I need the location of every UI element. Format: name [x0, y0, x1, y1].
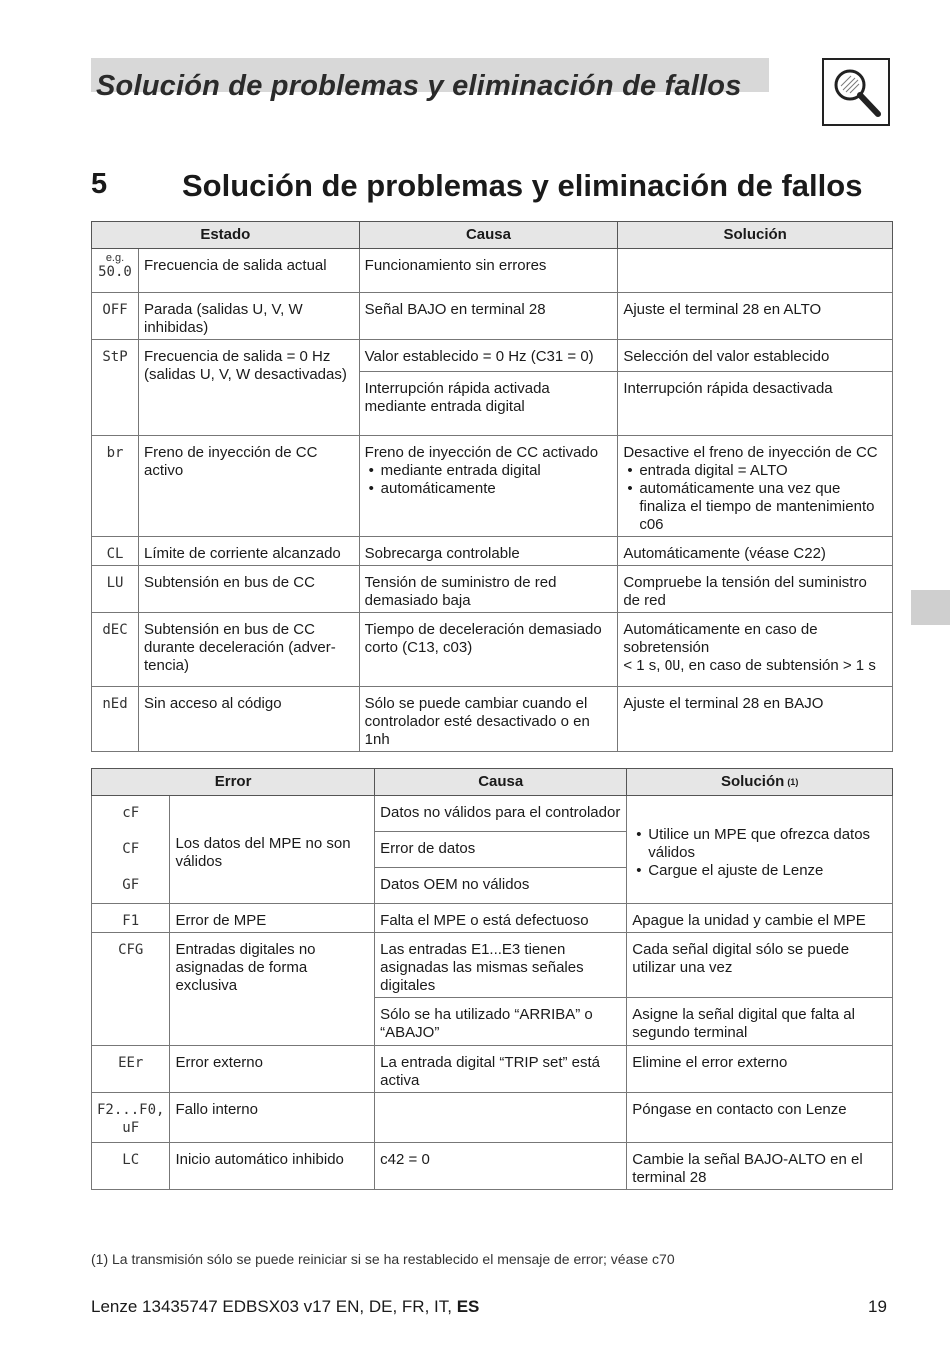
causa-cell	[359, 436, 618, 537]
causa-cell	[375, 1093, 627, 1143]
error-cell: Inicio automático inhibido	[170, 1143, 375, 1190]
solucion-cell: Compruebe la tensión del suministro de red	[618, 566, 893, 613]
solucion-cell: Cambie la señal BAJO-ALTO en el terminal 28	[627, 1143, 893, 1190]
display-code	[92, 249, 139, 293]
list-item: • automáticamente	[365, 480, 613, 498]
display-code: br	[92, 436, 139, 537]
table-row	[92, 1093, 893, 1143]
list-item: • entrada digital = ALTO	[623, 462, 887, 480]
footer-lang: ES	[456, 1297, 480, 1316]
solucion-cell: Asigne la señal digital que falta al segundo terminal	[627, 998, 893, 1046]
table-header-row	[92, 222, 893, 249]
table-row	[92, 1143, 893, 1190]
causa-cell: Valor establecido = 0 Hz (C31 = 0)	[359, 340, 618, 372]
display-code-text: 50.0	[98, 264, 132, 280]
solucion-text: , en caso de subtensión > 1 s	[680, 657, 876, 674]
display-code: cF	[92, 796, 170, 832]
solucion-list	[623, 462, 887, 534]
column-header-causa: Causa	[375, 769, 627, 796]
solucion-cell: Ajuste el terminal 28 en ALTO	[618, 293, 893, 340]
causa-cell: c42 = 0	[375, 1143, 627, 1190]
table-row	[92, 436, 893, 537]
causa-cell: Sobrecarga controlable	[359, 537, 618, 566]
list-item: • Utilice un MPE que ofrezca datos válidos	[632, 826, 887, 862]
display-code: F1	[92, 904, 170, 933]
display-code: LU	[92, 566, 139, 613]
solucion-cell: Elimine el error externo	[627, 1046, 893, 1093]
table-row	[92, 537, 893, 566]
solucion-line: Automáticamente en caso de sobretensión	[623, 621, 818, 656]
chapter-side-tab	[911, 590, 950, 625]
causa-cell: Sólo se ha utilizado “ARRIBA” o “ABAJO”	[375, 998, 627, 1046]
causa-list	[365, 462, 613, 498]
eg-label: e.g.	[105, 252, 125, 264]
table-row	[92, 566, 893, 613]
error-cell: Error externo	[170, 1046, 375, 1093]
list-item: • mediante entrada digital	[365, 462, 613, 480]
causa-cell: Tensión de suministro de red demasiado baja	[359, 566, 618, 613]
display-code-line: uF	[122, 1120, 140, 1136]
causa-cell: Las entradas E1...E3 tienen asignadas las mismas señales digitales	[375, 933, 627, 998]
display-code: LC	[92, 1143, 170, 1190]
column-header-solucion	[627, 769, 893, 796]
solucion-cell: Interrupción rápida desactivada	[618, 372, 893, 436]
solucion-cell	[618, 613, 893, 687]
causa-cell: Funcionamiento sin errores	[359, 249, 618, 293]
solucion-cell: Selección del valor establecido	[618, 340, 893, 372]
solucion-cell	[618, 436, 893, 537]
estado-cell: Parada (salidas U, V, W inhibidas)	[138, 293, 359, 340]
solucion-cell: Cada señal digital sólo se puede utilizar una vez	[627, 933, 893, 998]
display-code: CF	[92, 832, 170, 868]
solucion-cell: Ajuste el terminal 28 en BAJO	[618, 687, 893, 752]
estado-cell: Freno de inyección de CC activo	[138, 436, 359, 537]
table-row	[92, 340, 893, 372]
column-header-error: Error	[92, 769, 375, 796]
table-row	[92, 1046, 893, 1093]
header-text: Solución	[720, 773, 785, 790]
table-row	[92, 613, 893, 687]
table-row	[92, 687, 893, 752]
column-header-causa: Causa	[359, 222, 618, 249]
page-number: 19	[868, 1297, 887, 1316]
display-code: CL	[92, 537, 139, 566]
causa-title: Freno de inyección de CC activado	[364, 444, 599, 461]
error-cell: Error de MPE	[170, 904, 375, 933]
table-row	[92, 904, 893, 933]
footnote: (1) La transmisión sólo se puede reiniciar si se ha restablecido el mensaje de error; véase c70	[91, 1251, 675, 1267]
error-table	[91, 768, 893, 1190]
estado-cell: Frecuencia de salida = 0 Hz (salidas U, V, W desactivadas)	[138, 340, 359, 436]
display-code	[92, 1093, 170, 1143]
display-code: OFF	[92, 293, 139, 340]
estado-cell: Límite de corriente alcanzado	[138, 537, 359, 566]
column-header-solucion: Solución	[618, 222, 893, 249]
causa-cell: Datos OEM no válidos	[375, 868, 627, 904]
causa-cell: Sólo se puede cambiar cuando el controlador esté desactivado o en 1nh	[359, 687, 618, 752]
solucion-cell: Automáticamente (véase C22)	[618, 537, 893, 566]
causa-cell: Tiempo de deceleración demasiado corto (C13, c03)	[359, 613, 618, 687]
display-code: GF	[92, 868, 170, 904]
causa-cell: Falta el MPE o está defectuoso	[375, 904, 627, 933]
causa-cell: La entrada digital “TRIP set” está activa	[375, 1046, 627, 1093]
solucion-cell: Póngase en contacto con Lenze	[627, 1093, 893, 1143]
display-code: dEC	[92, 613, 139, 687]
display-code-inline: OU	[664, 659, 681, 674]
magnifier-icon	[822, 58, 890, 126]
column-header-estado: Estado	[92, 222, 360, 249]
solucion-cell: Apague la unidad y cambie el MPE	[627, 904, 893, 933]
display-code: EEr	[92, 1046, 170, 1093]
display-code-line: F2...F0,	[97, 1102, 165, 1118]
error-cell: Los datos del MPE no son válidos	[170, 796, 375, 904]
causa-cell: Señal BAJO en terminal 28	[359, 293, 618, 340]
page-header-title: Solución de problemas y eliminación de fallos	[96, 70, 742, 102]
list-item: • Cargue el ajuste de Lenze	[632, 862, 887, 880]
display-code: CFG	[92, 933, 170, 1046]
display-code: StP	[92, 340, 139, 436]
estado-cell: Subtensión en bus de CC durante deceleración (adver- tencia)	[138, 613, 359, 687]
estado-cell: Frecuencia de salida actual	[138, 249, 359, 293]
display-code: nEd	[92, 687, 139, 752]
solucion-list	[632, 826, 887, 880]
solucion-cell	[627, 796, 893, 904]
list-item: • automáticamente una vez que finaliza el tiempo de mantenimiento c06	[623, 480, 887, 534]
chapter-title: Solución de problemas y eliminación de fallos	[182, 168, 863, 203]
table-row	[92, 933, 893, 998]
footnote-marker: (1)	[787, 777, 799, 787]
estado-cell: Sin acceso al código	[138, 687, 359, 752]
causa-cell: Error de datos	[375, 832, 627, 868]
footer-doc-text: Lenze 13435747 EDBSX03 v17 EN, DE, FR, IT,	[91, 1297, 457, 1316]
footer-doc-info	[91, 1297, 479, 1317]
table-header-row	[92, 769, 893, 796]
chapter-number: 5	[91, 168, 108, 200]
solucion-cell	[618, 249, 893, 293]
estado-cell: Subtensión en bus de CC	[138, 566, 359, 613]
causa-cell: Interrupción rápida activada mediante entrada digital	[359, 372, 618, 436]
solucion-text: < 1 s,	[623, 657, 665, 674]
table-row	[92, 293, 893, 340]
table-row	[92, 796, 893, 832]
causa-cell: Datos no válidos para el controlador	[375, 796, 627, 832]
status-table	[91, 221, 893, 752]
solucion-line	[623, 657, 887, 676]
table-row	[92, 249, 893, 293]
error-cell: Fallo interno	[170, 1093, 375, 1143]
error-cell: Entradas digitales no asignadas de forma exclusiva	[170, 933, 375, 1046]
solucion-title: Desactive el freno de inyección de CC	[623, 444, 878, 461]
